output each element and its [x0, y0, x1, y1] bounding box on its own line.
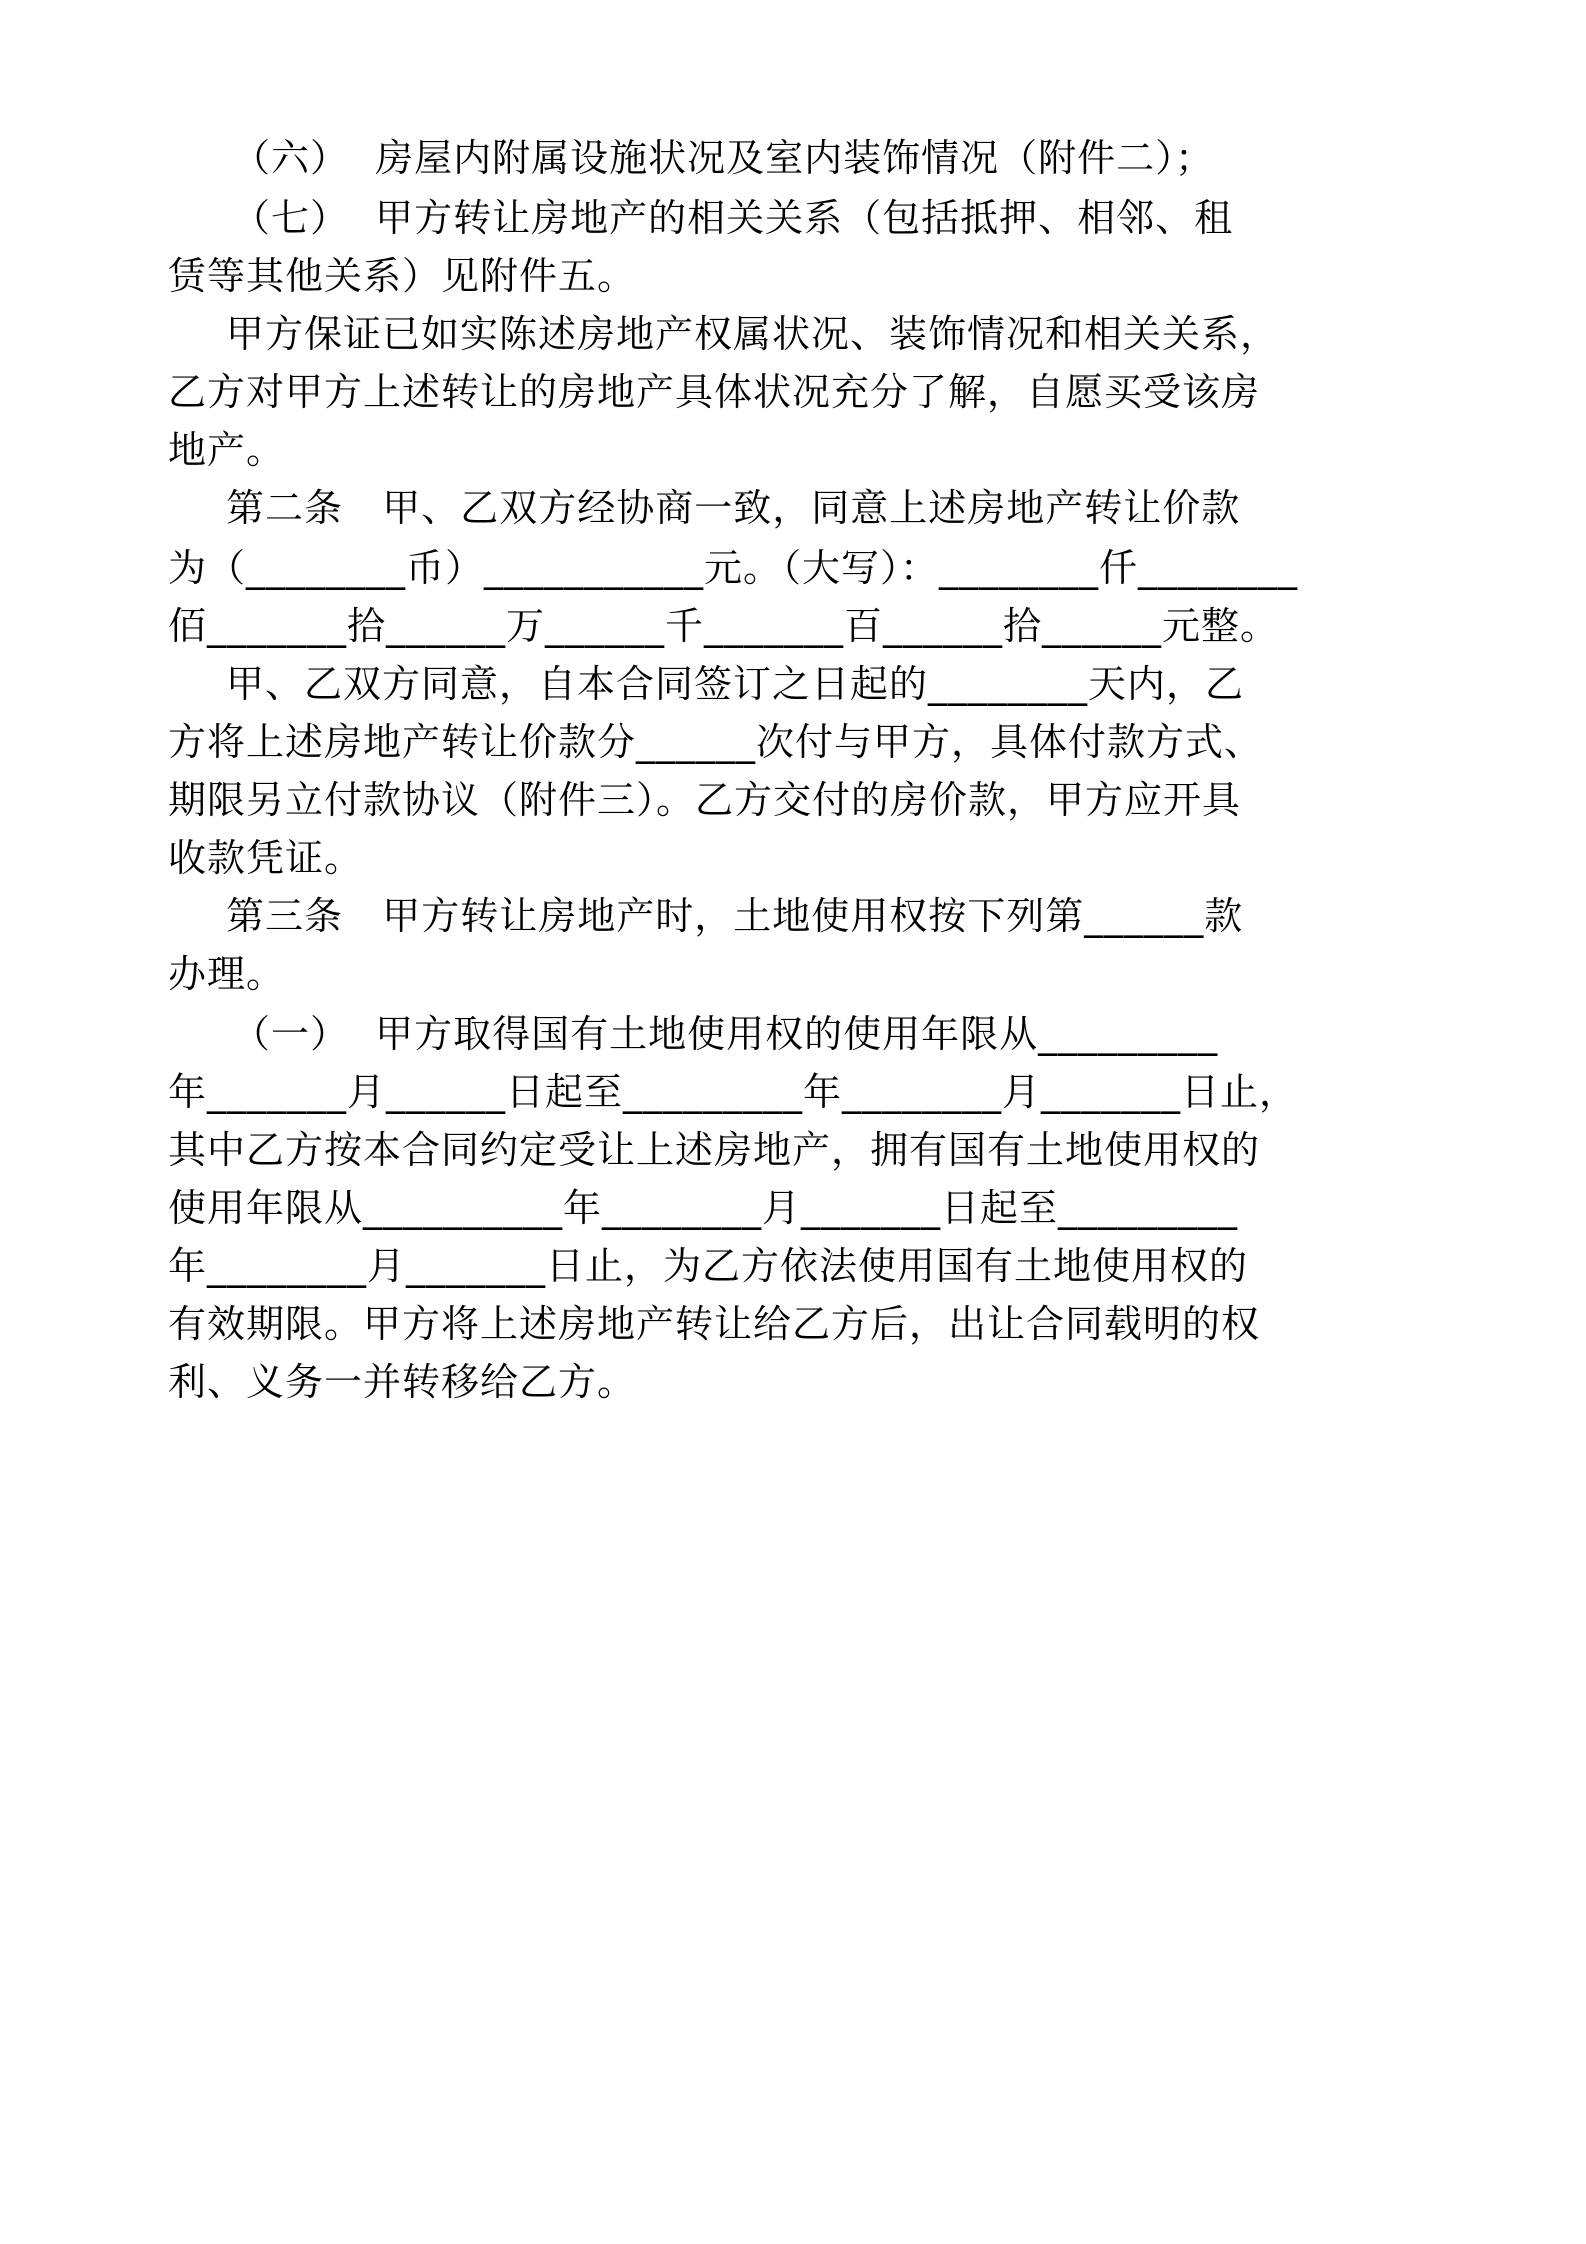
article-2-line-1: 第二条 甲、乙双方经协商一致，同意上述房地产转让价款 — [226, 486, 1241, 530]
article-3-line-1: 第三条 甲方转让房地产时，土地使用权按下列第______款 — [226, 894, 1244, 938]
clause-6-line: （六） 房屋内附属设施状况及室内装饰情况（附件二）； — [232, 136, 1215, 180]
guarantee-line-3: 地产。 — [168, 428, 286, 472]
clause-1-line-6: 有效期限。甲方将上述房地产转让给乙方后，出让合同载明的权 — [168, 1302, 1261, 1346]
payment-line-1: 甲、乙双方同意，自本合同签订之日起的________天内，乙 — [226, 662, 1245, 706]
guarantee-line-2: 乙方对甲方上述转让的房地产具体状况充分了解，自愿买受该房 — [168, 370, 1261, 414]
clause-1-line-1: （一） 甲方取得国有土地使用权的使用年限从_________ — [232, 1012, 1219, 1056]
article-2-line-2: 为（________币）___________元。（大写）：________仟________ — [168, 546, 1299, 590]
payment-line-2: 方将上述房地产转让价款分______次付与甲方，具体付款方式、 — [168, 720, 1264, 764]
clause-1-line-5: 年________月_______日止，为乙方依法使用国有土地使用权的 — [168, 1244, 1249, 1288]
clause-1-line-7: 利、义务一并转移给乙方。 — [168, 1360, 637, 1404]
clause-1-line-3: 其中乙方按本合同约定受让上述房地产，拥有国有土地使用权的 — [168, 1128, 1261, 1172]
payment-line-3: 期限另立付款协议（附件三）。乙方交付的房价款，甲方应开具 — [168, 778, 1242, 822]
clause-1-line-2: 年_______月______日起至_________年________月_______日止， — [168, 1070, 1299, 1114]
clause-1-line-4: 使用年限从__________年________月_______日起至_________ — [168, 1186, 1239, 1230]
clause-7-line-1: （七） 甲方转让房地产的相关关系（包括抵押、相邻、租 — [232, 196, 1234, 240]
article-3-line-2: 办理。 — [168, 952, 286, 996]
payment-line-4: 收款凭证。 — [168, 836, 364, 880]
guarantee-line-1: 甲方保证已如实陈述房地产权属状况、装饰情况和相关关系， — [226, 312, 1280, 356]
article-2-line-3: 佰_______拾______万______千_______百______拾______元整。 — [168, 604, 1280, 648]
clause-7-line-2: 赁等其他关系）见附件五。 — [168, 254, 637, 298]
